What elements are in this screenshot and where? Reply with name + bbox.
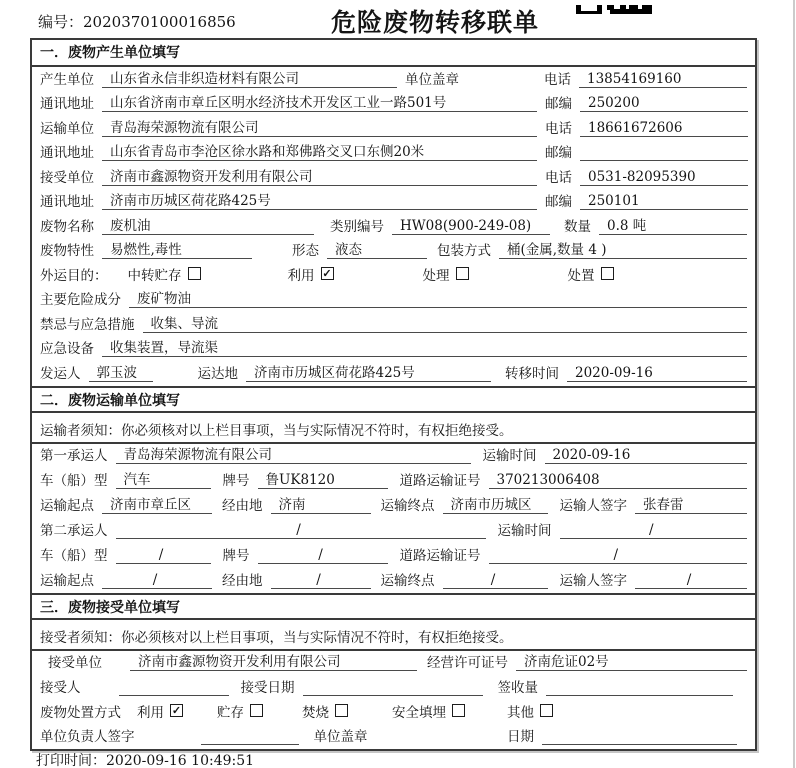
disposal-option-other <box>507 701 553 721</box>
unit-seal-label: 单位盖章 <box>405 71 459 88</box>
row-receiver-unit <box>32 165 755 190</box>
treat-label: 处理 <box>422 267 450 284</box>
license-no-value: 济南危证02号 <box>516 651 747 672</box>
transfer-date-value: 2020-09-16 <box>567 365 747 382</box>
disposal-option-utilize <box>137 701 217 721</box>
origin2-label: 运输起点 <box>40 572 94 589</box>
emergency-equipment-value: 收集装置，导流渠 <box>102 337 747 358</box>
dispose-checkbox <box>601 267 614 280</box>
via1-label: 经由地 <box>222 498 263 515</box>
origin1-label: 运输起点 <box>40 498 94 515</box>
waste-code-label: 类别编号 <box>330 218 384 235</box>
transporter-notice: 运输者须知：你必须核对以上栏目事项，当与实际情况不符时，有权拒绝接受。 <box>32 413 755 444</box>
print-time-label: 打印时间： <box>36 753 106 768</box>
print-time <box>36 750 254 768</box>
receiver-zip-label: 邮编 <box>545 194 572 210</box>
row-waste-traits <box>32 239 755 264</box>
emergency-measures-value: 收集、导流 <box>143 312 748 333</box>
transporter-address-label: 通讯地址 <box>40 145 94 161</box>
license-no-label: 经营许可证号 <box>427 655 508 672</box>
transfer-purpose-label: 外运目的： <box>40 267 108 284</box>
row-waste-name <box>32 214 755 239</box>
utilize-label: 利用 <box>287 267 315 284</box>
vehicle-type2-value: / <box>116 547 211 564</box>
sender-label: 发运人 <box>40 365 81 382</box>
terminus2-value: / <box>443 572 548 589</box>
section-transporter <box>32 386 755 593</box>
disposal-incinerate-label: 焚烧 <box>302 704 329 721</box>
window-edge <box>793 0 795 768</box>
transporter-sign1-value: 张春雷 <box>635 493 747 514</box>
received-amount-value <box>546 679 733 696</box>
waste-quantity-label: 数量 <box>564 218 591 235</box>
producer-phone-value: 13854169160 <box>579 71 747 88</box>
transporter-phone-label: 电话 <box>545 120 572 137</box>
purpose-option-treat <box>423 264 568 284</box>
emergency-equipment-label: 应急设备 <box>40 341 94 357</box>
waste-name-value: 废机油 <box>102 214 314 235</box>
row-emergency-equipment <box>32 337 755 362</box>
disposal-other-label: 其他 <box>507 704 534 721</box>
print-time-value: 2020-09-16 10:49:51 <box>106 753 255 768</box>
row-receiver-address <box>32 190 755 215</box>
destination-label: 运达地 <box>197 365 238 382</box>
transporter-phone-value: 18661672606 <box>580 120 748 137</box>
utilize-checkbox: ✓ <box>322 267 332 280</box>
page-title: 危险废物转移联单 <box>331 8 540 37</box>
transport-date1-label: 运输时间 <box>482 448 537 465</box>
waste-traits-value: 易燃性,毒性 <box>102 239 252 260</box>
transporter-address-value: 山东省青岛市李沧区徐水路和郑佛路交叉口东侧20米 <box>102 141 537 162</box>
row-disposal-method <box>32 700 755 725</box>
row-route1 <box>32 493 755 518</box>
transporter-zip-value <box>580 144 748 161</box>
road-permit1-value: 370213006408 <box>489 472 748 489</box>
section-receiver <box>32 593 755 749</box>
waste-quantity-value: 0.8 吨 <box>599 214 747 235</box>
receiver-address-value: 济南市历城区荷花路425号 <box>102 190 537 211</box>
section-transporter-body <box>32 444 755 593</box>
receiving-unit-label: 接受单位 <box>48 655 102 672</box>
packaging-label: 包装方式 <box>437 243 491 259</box>
row-emergency-measures <box>32 312 755 337</box>
origin2-value: / <box>102 572 212 589</box>
manifest-form <box>30 38 757 751</box>
receiver-unit-value: 济南市鑫源物资开发利用有限公司 <box>102 165 537 186</box>
carrier2-label: 第二承运人 <box>40 523 108 540</box>
producer-address-label: 通讯地址 <box>40 96 94 112</box>
via2-label: 经由地 <box>222 572 263 589</box>
section-receiver-body <box>32 651 755 749</box>
producer-phone-label: 电话 <box>544 71 571 88</box>
plate-no2-label: 牌号 <box>222 547 250 564</box>
vehicle-type1-label: 车（船）型 <box>40 473 108 490</box>
disposal-option-landfill <box>392 701 507 721</box>
row-receiving-unit <box>32 651 755 676</box>
hazard-component-label: 主要危险成分 <box>40 292 121 308</box>
disposal-store-checkbox <box>250 704 263 717</box>
receive-date-value <box>303 679 483 696</box>
producer-unit-label: 产生单位 <box>40 71 94 88</box>
section-receiver-title: 三．废物接受单位填写 <box>32 593 755 620</box>
waste-form-label: 形态 <box>292 243 319 259</box>
transfer-storage-label: 中转贮存 <box>127 267 182 284</box>
vehicle-type2-label: 车（船）型 <box>40 547 108 564</box>
carrier1-label: 第一承运人 <box>40 448 108 465</box>
via1-value: 济南 <box>271 493 371 514</box>
qr-code-fragment-icon <box>576 0 652 19</box>
disposal-store-label: 贮存 <box>217 704 244 721</box>
plate-no1-value: 鲁UK8120 <box>258 468 388 489</box>
receiver-phone-value: 0531-82095390 <box>580 169 748 186</box>
transport-date2-label: 运输时间 <box>497 523 552 540</box>
receiver-person-label: 接受人 <box>40 680 81 697</box>
receiver-unit-label: 接受单位 <box>40 169 94 186</box>
origin1-value: 济南市章丘区 <box>102 493 212 514</box>
disposal-method-label: 废物处置方式 <box>40 704 121 721</box>
transport-date1-value: 2020-09-16 <box>545 447 748 464</box>
producer-zip-value: 250200 <box>580 95 748 112</box>
purpose-option-transfer-storage <box>128 264 288 284</box>
disposal-landfill-checkbox <box>452 704 465 717</box>
section-producer <box>32 40 755 386</box>
transporter-sign1-label: 运输人签字 <box>559 498 627 515</box>
disposal-utilize-checkbox: ✓ <box>171 704 182 718</box>
destination-value: 济南市历城区荷花路425号 <box>246 361 491 382</box>
transport-date2-value: / <box>560 522 748 539</box>
plate-no2-value: / <box>258 547 388 564</box>
doc-number-value: 2020370100016856 <box>83 13 236 31</box>
packaging-value: 桶(金属,数量 4 ) <box>499 239 747 260</box>
transporter-unit-value: 青岛海荣源物流有限公司 <box>102 116 537 137</box>
receiver-person-value <box>119 679 229 696</box>
receive-date-label: 接受日期 <box>240 680 295 697</box>
plate-no1-label: 牌号 <box>222 473 250 490</box>
responsible-sign-value <box>201 728 299 745</box>
transporter-unit-label: 运输单位 <box>40 120 94 137</box>
receiving-unit-value: 济南市鑫源物资开发利用有限公司 <box>130 651 417 672</box>
carrier2-value: / <box>116 522 486 539</box>
row-transporter-unit <box>32 116 755 141</box>
road-permit1-label: 道路运输证号 <box>399 473 481 490</box>
doc-number-label: 编号： <box>38 13 84 31</box>
received-amount-label: 签收量 <box>497 680 538 697</box>
vehicle-type1-value: 汽车 <box>116 468 211 489</box>
terminus1-value: 济南市历城区 <box>443 493 548 514</box>
row-transporter-address <box>32 141 755 166</box>
doc-number <box>38 11 236 32</box>
purpose-option-dispose <box>568 264 614 284</box>
receiver-phone-label: 电话 <box>545 169 572 186</box>
waste-name-label: 废物名称 <box>40 218 94 235</box>
transporter-sign2-value: / <box>635 572 747 589</box>
transporter-zip-label: 邮编 <box>545 145 572 161</box>
disposal-utilize-label: 利用 <box>137 704 164 721</box>
section-transporter-title: 二．废物运输单位填写 <box>32 386 755 413</box>
section-producer-title: 一．废物产生单位填写 <box>32 40 755 67</box>
row-producer-address <box>32 92 755 117</box>
disposal-incinerate-checkbox <box>335 704 348 717</box>
row-hazard-component <box>32 288 755 313</box>
row-route2 <box>32 568 755 593</box>
waste-traits-label: 废物特性 <box>40 243 94 259</box>
hazard-component-value: 废矿物油 <box>129 288 747 309</box>
producer-zip-label: 邮编 <box>545 96 572 112</box>
purpose-option-utilize <box>288 264 423 284</box>
disposal-landfill-label: 安全填埋 <box>392 704 446 721</box>
row-producer-unit <box>32 67 755 92</box>
row-carrier2 <box>32 518 755 543</box>
road-permit2-label: 道路运输证号 <box>399 547 481 564</box>
transporter-sign2-label: 运输人签字 <box>559 572 627 589</box>
terminus2-label: 运输终点 <box>380 572 435 589</box>
carrier1-value: 青岛海荣源物流有限公司 <box>116 444 471 465</box>
receive-sign-date-value <box>542 728 737 745</box>
dispose-label: 处置 <box>567 267 595 284</box>
receiver-zip-value: 250101 <box>580 193 748 210</box>
responsible-sign-label: 单位负责人签字 <box>40 729 135 746</box>
waste-form-value: 液态 <box>327 239 427 260</box>
row-responsible-sign <box>32 725 755 750</box>
receiver-address-label: 通讯地址 <box>40 194 94 210</box>
row-carrier1 <box>32 444 755 469</box>
transfer-storage-checkbox <box>188 267 201 280</box>
disposal-option-incinerate <box>302 701 392 721</box>
row-receiver-person <box>32 675 755 700</box>
disposal-option-store <box>217 701 302 721</box>
emergency-measures-label: 禁忌与应急措施 <box>40 316 135 333</box>
transfer-date-label: 转移时间 <box>505 365 559 382</box>
row-vehicle1 <box>32 468 755 493</box>
via2-value: / <box>271 572 371 589</box>
row-sender <box>32 361 755 386</box>
receiver-notice: 接受者须知：你必须核对以上栏目事项，当与实际情况不符时，有权拒绝接受。 <box>32 620 755 651</box>
receive-sign-date-label: 日期 <box>507 729 534 746</box>
disposal-other-checkbox <box>540 704 553 717</box>
row-vehicle2 <box>32 543 755 568</box>
producer-unit-value: 山东省永信非织造材料有限公司 <box>102 67 397 88</box>
sender-value: 郭玉波 <box>89 361 153 382</box>
terminus1-label: 运输终点 <box>380 498 435 515</box>
treat-checkbox <box>456 267 469 280</box>
section-producer-body <box>32 67 755 386</box>
row-transfer-purpose <box>32 263 755 288</box>
producer-address-value: 山东省济南市章丘区明水经济技术开发区工业一路501号 <box>102 92 537 113</box>
waste-code-value: HW08(900-249-08) <box>392 218 550 235</box>
receiver-seal-label: 单位盖章 <box>313 729 368 746</box>
road-permit2-value: / <box>489 547 748 564</box>
